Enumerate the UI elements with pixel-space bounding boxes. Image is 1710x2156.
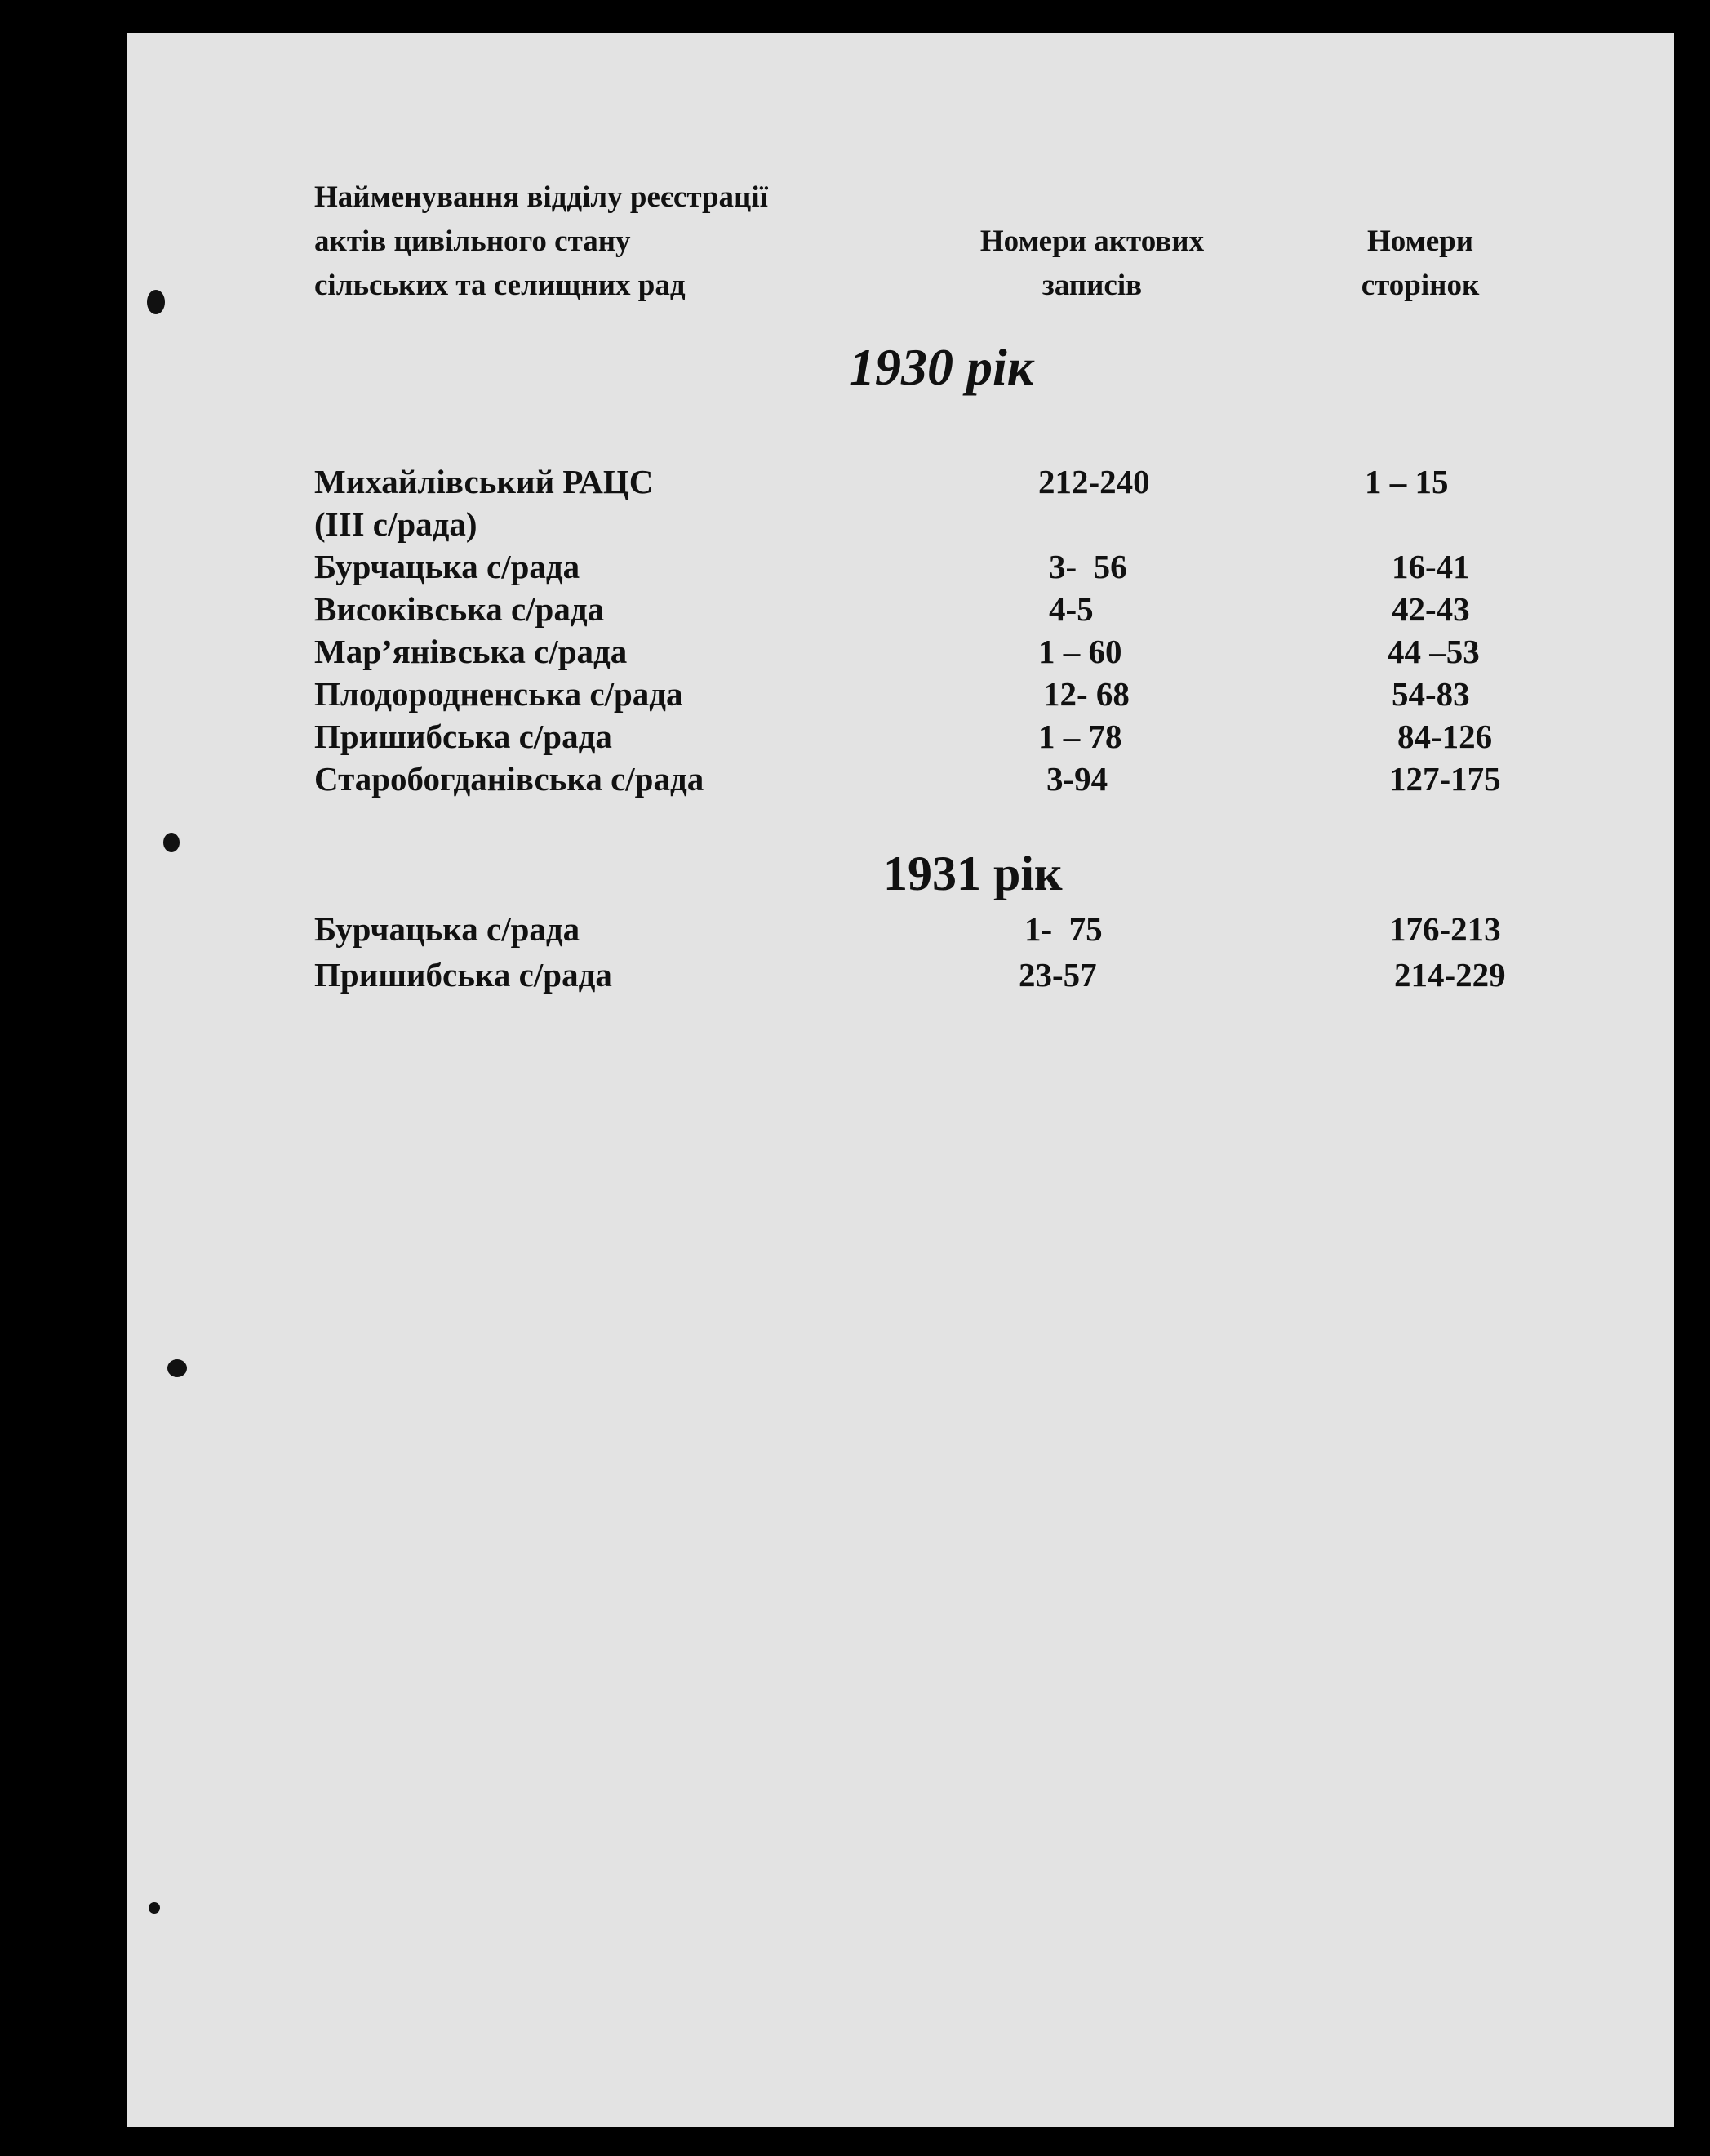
page-numbers: 127-175	[1389, 760, 1501, 798]
section-year-heading: 1931 рік	[883, 847, 1063, 900]
page-numbers: 214-229	[1394, 956, 1506, 994]
page-numbers: 16-41	[1392, 548, 1470, 585]
office-name: Плодородненська с/рада	[314, 675, 683, 713]
office-name: Старобогданівська с/рада	[314, 760, 704, 798]
header-line: сторінок	[1361, 269, 1480, 302]
binder-hole-mark	[167, 1359, 187, 1377]
binder-hole-mark	[163, 833, 180, 852]
office-name: (III с/рада)	[314, 505, 477, 543]
header-line: записів	[1042, 269, 1143, 302]
record-numbers: 3-94	[1046, 760, 1108, 798]
table-row	[0, 460, 1710, 503]
header-line: актів цивільного стану	[314, 224, 631, 258]
office-name: Бурчацька с/рада	[314, 548, 580, 585]
table-row	[0, 503, 1710, 545]
table-row	[0, 630, 1710, 673]
header-line: сільських та селищних рад	[314, 269, 686, 302]
header-column-record-numbers	[953, 220, 1231, 308]
office-name: Мар’янівська с/рада	[314, 633, 628, 670]
header-line: Номери актових	[979, 224, 1205, 258]
office-name: Високівська с/рада	[314, 590, 605, 628]
page-numbers: 176-213	[1389, 910, 1501, 948]
record-numbers: 12- 68	[1043, 675, 1130, 713]
table-row	[0, 952, 1710, 998]
record-numbers: 4-5	[1049, 590, 1094, 628]
record-numbers: 1 – 78	[1038, 718, 1122, 755]
office-name: Бурчацька с/рада	[314, 910, 580, 948]
header-column-page-numbers	[1339, 220, 1502, 308]
record-numbers: 3- 56	[1049, 548, 1127, 585]
section-year-heading: 1930 рік	[849, 338, 1034, 396]
binder-hole-mark	[149, 1902, 160, 1914]
table-row	[0, 758, 1710, 800]
record-numbers: 1- 75	[1024, 910, 1103, 948]
header-line: Найменування відділу реєстрації	[314, 180, 768, 214]
office-name: Михайлівський РАЦС	[314, 463, 654, 500]
page-numbers: 44 –53	[1388, 633, 1480, 670]
record-numbers: 23-57	[1019, 956, 1097, 994]
table-row	[0, 673, 1710, 715]
header-column-office-name	[314, 176, 768, 308]
office-name: Пришибська с/рада	[314, 956, 612, 994]
record-numbers: 212-240	[1038, 463, 1150, 500]
page-numbers: 42-43	[1392, 590, 1470, 628]
record-numbers: 1 – 60	[1038, 633, 1122, 670]
page-numbers: 84-126	[1397, 718, 1493, 755]
binder-hole-mark	[147, 290, 165, 314]
table-row	[0, 906, 1710, 952]
page-numbers: 54-83	[1392, 675, 1470, 713]
header-line: Номери	[1366, 224, 1474, 258]
office-name: Пришибська с/рада	[314, 718, 612, 755]
table-row	[0, 588, 1710, 630]
table-row	[0, 545, 1710, 588]
table-row	[0, 715, 1710, 758]
page-numbers: 1 – 15	[1365, 463, 1449, 500]
